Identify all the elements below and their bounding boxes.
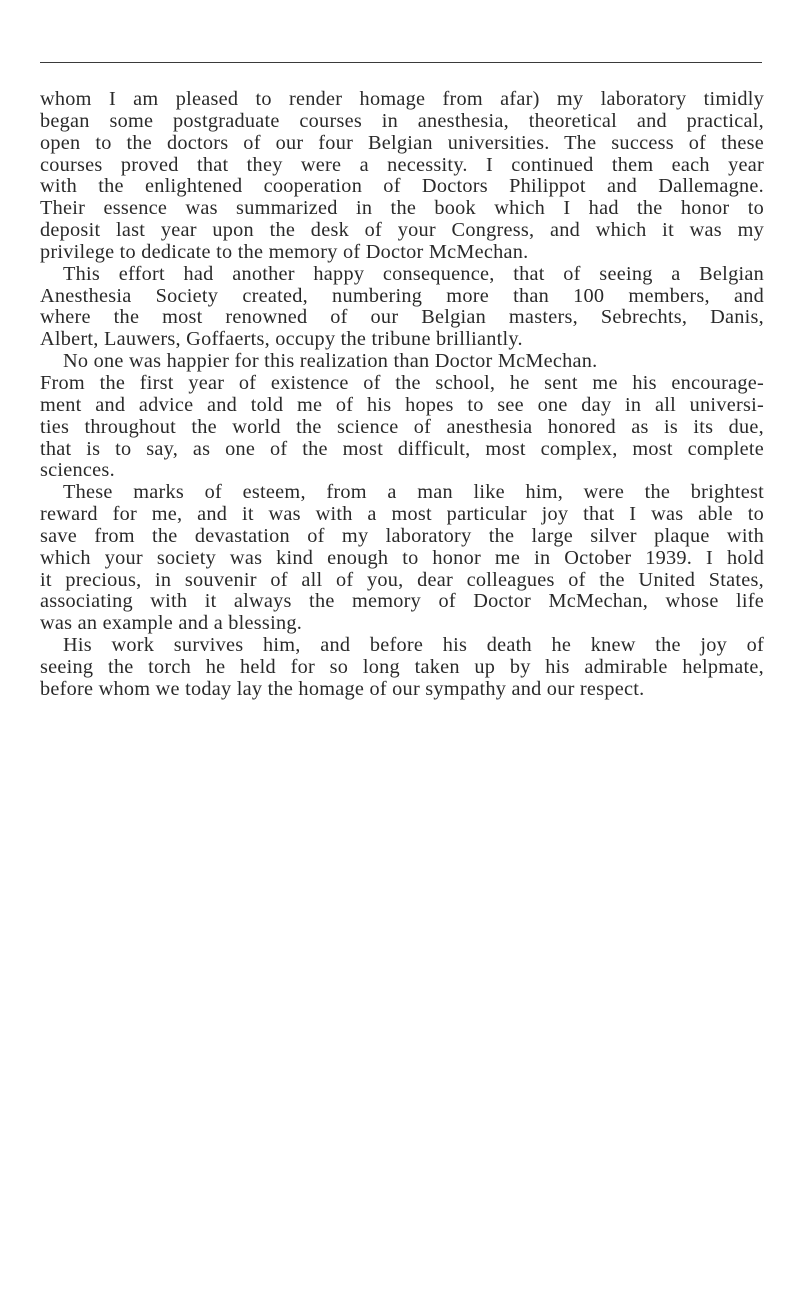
text-line: was an example and a blessing. (40, 612, 303, 635)
text-line: From the first year of existence of the school, he sent me his encourage- (40, 371, 764, 394)
text-line: that is to say, as one of the most difficult, most complex, most complete (40, 437, 764, 460)
paragraph (40, 89, 764, 264)
text-line: Their essence was summarized in the book which I had the honor to (40, 197, 764, 220)
text-line: whom I am pleased to render homage from afar) my laboratory timidly (40, 88, 764, 110)
text-line: reward for me, and it was with a most particular joy that I was able to (40, 503, 764, 526)
text-line: No one was happier for this realization than Doctor McMechan. (63, 350, 598, 373)
paragraph (40, 351, 764, 482)
text-line: courses proved that they were a necessity. I continued them each year (40, 153, 764, 176)
text-line: seeing the torch he held for so long taken up by his admirable helpmate, (40, 655, 764, 678)
text-line: sciences. (40, 459, 115, 482)
document-body (40, 89, 764, 701)
text-line: which your society was kind enough to honor me in October 1939. I hold (40, 546, 764, 569)
text-line: ties throughout the world the science of anesthesia honored as is its due, (40, 415, 764, 438)
text-line: where the most renowned of our Belgian masters, Sebrechts, Danis, (40, 306, 764, 329)
paragraph (40, 482, 764, 635)
text-line: began some postgraduate courses in anesthesia, theoretical and practical, (40, 109, 764, 132)
text-line: privilege to dedicate to the memory of Doctor McMechan. (40, 240, 529, 263)
paragraph (40, 635, 764, 701)
text-line: open to the doctors of our four Belgian universities. The success of these (40, 131, 764, 154)
text-line: Albert, Lauwers, Goffaerts, occupy the tribune brilliantly. (40, 328, 523, 351)
text-line: Anesthesia Society created, numbering more than 100 members, and (40, 284, 764, 307)
text-line: ment and advice and told me of his hopes to see one day in all universi- (40, 393, 764, 416)
text-line: deposit last year upon the desk of your Congress, and which it was my (40, 219, 764, 242)
text-line: associating with it always the memory of Doctor McMechan, whose life (40, 590, 764, 613)
paragraph (40, 264, 764, 351)
text-line: This effort had another happy consequence, that of seeing a Belgian (63, 262, 764, 285)
text-line: His work survives him, and before his death he knew the joy of (63, 634, 764, 657)
top-rule (40, 62, 762, 63)
text-line: it precious, in souvenir of all of you, dear colleagues of the United States, (40, 568, 764, 591)
text-line: save from the devastation of my laboratory the large silver plaque with (40, 524, 764, 547)
text-line: with the enlightened cooperation of Doctors Philippot and Dallemagne. (40, 175, 764, 198)
text-line: These marks of esteem, from a man like him, were the brightest (63, 481, 764, 504)
text-line: before whom we today lay the homage of our sympathy and our respect. (40, 677, 645, 700)
